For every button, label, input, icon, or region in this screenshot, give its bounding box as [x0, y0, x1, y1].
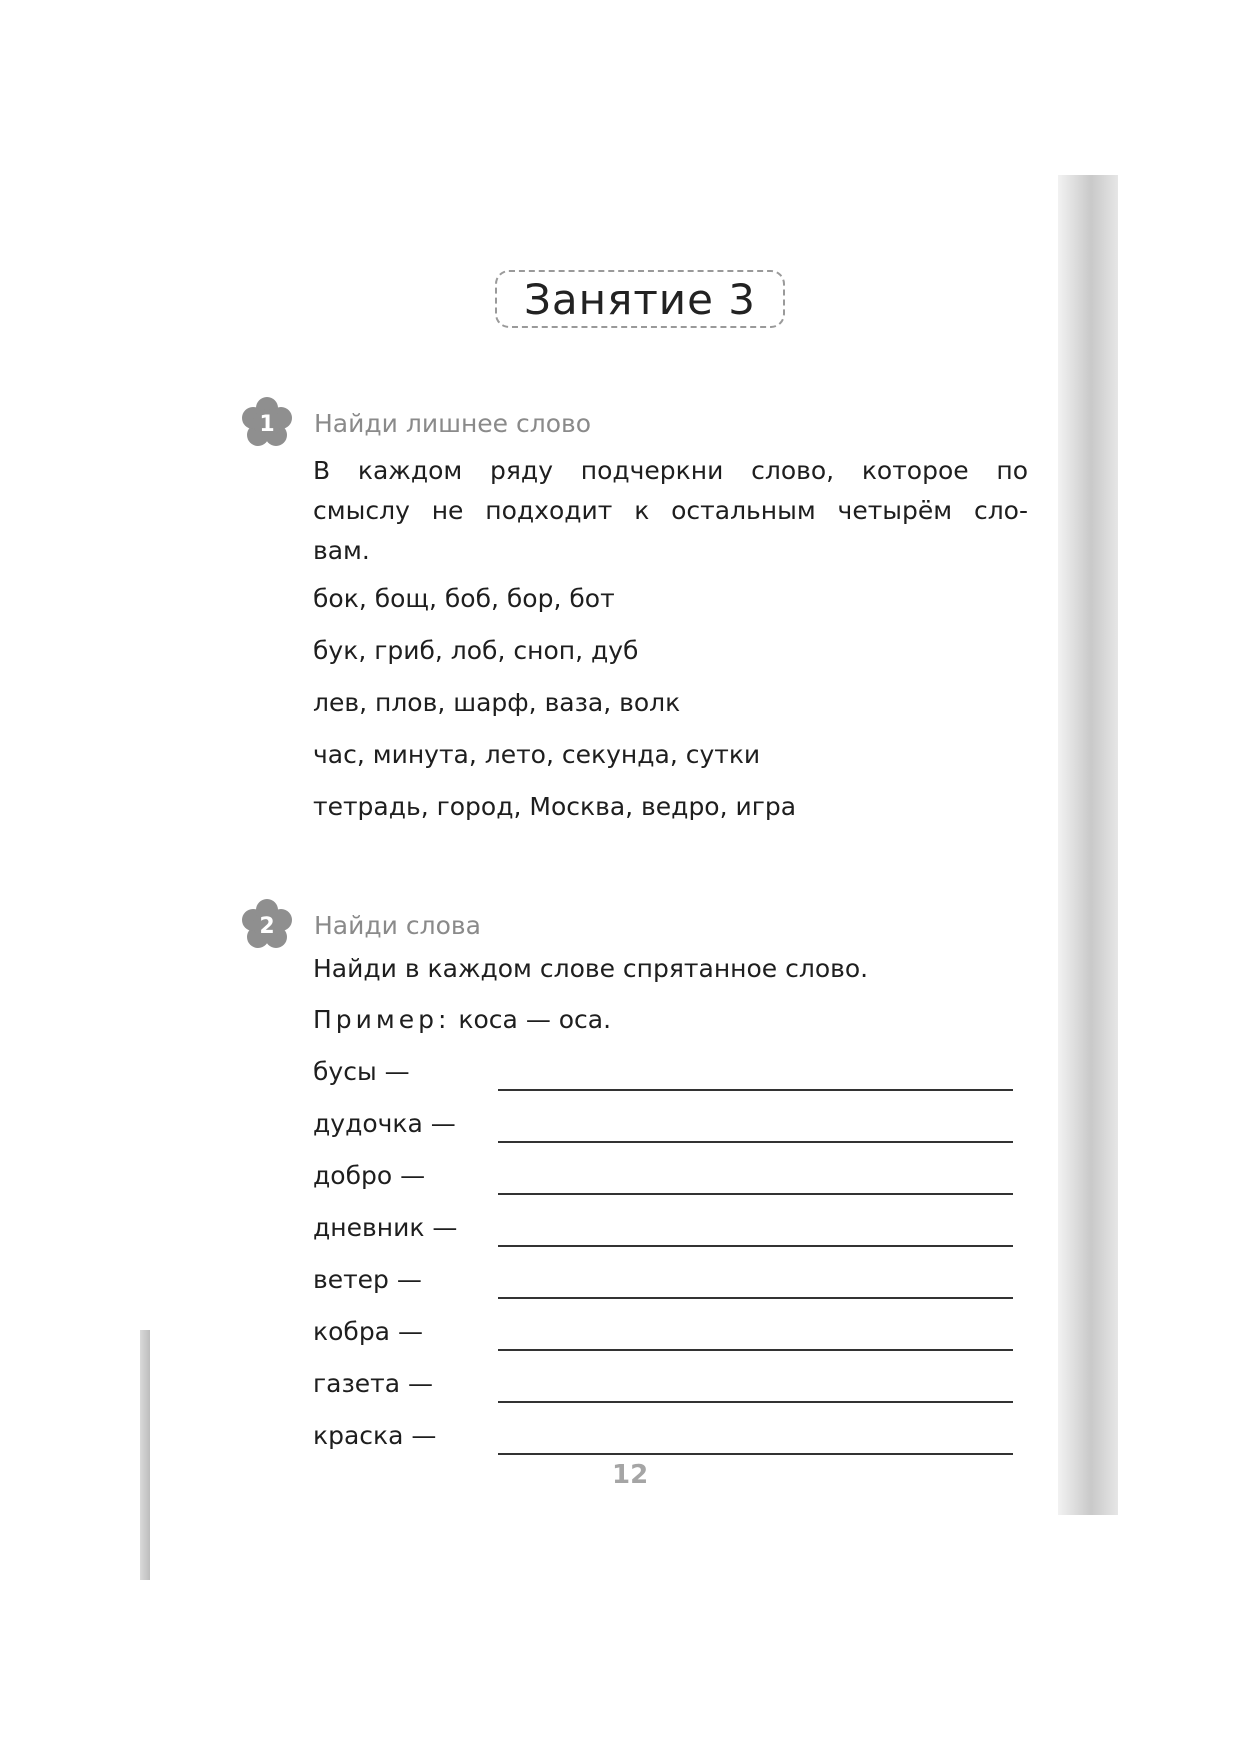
- answer-blank[interactable]: [498, 1193, 1013, 1195]
- task1-row: лев, плов, шарф, ваза, волк: [313, 688, 681, 717]
- task2-instruction: Найди в каждом слове спрятанное слово.: [313, 954, 869, 983]
- answer-blank[interactable]: [498, 1349, 1013, 1351]
- answer-word: газета —: [313, 1369, 433, 1398]
- answer-blank[interactable]: [498, 1089, 1013, 1091]
- answer-row: [313, 1161, 1013, 1195]
- answer-blank[interactable]: [498, 1297, 1013, 1299]
- answer-blank[interactable]: [498, 1401, 1013, 1403]
- task1-row: час, минута, лето, секунда, сутки: [313, 740, 761, 769]
- answer-row: [313, 1057, 1013, 1091]
- task1-instruction-line-1: В каждом ряду подчеркни слово, которое по: [313, 456, 1028, 485]
- task1-row: бук, гриб, лоб, сноп, дуб: [313, 636, 639, 665]
- task1-number: 1: [259, 412, 275, 437]
- page-number: 12: [612, 1460, 649, 1490]
- page-edge-shadow: [140, 1330, 150, 1580]
- example-label: Пример:: [313, 1005, 451, 1034]
- task2-header: [240, 898, 481, 952]
- answer-word: краска —: [313, 1421, 437, 1450]
- task2-example: [313, 1005, 611, 1034]
- answer-row: [313, 1109, 1013, 1143]
- page-gutter-shadow: [1058, 175, 1118, 1515]
- task1-row: бок, бощ, боб, бор, бот: [313, 584, 615, 613]
- answer-blank[interactable]: [498, 1245, 1013, 1247]
- answer-word: дудочка —: [313, 1109, 456, 1138]
- answer-row: [313, 1265, 1013, 1299]
- answer-word: ветер —: [313, 1265, 422, 1294]
- task1-instruction-line-2: смыслу не подходит к остальным четырём сло-: [313, 496, 1028, 525]
- answer-row: [313, 1369, 1013, 1403]
- answer-row: [313, 1421, 1013, 1455]
- example-text: коса — оса.: [458, 1005, 612, 1034]
- lesson-title-box: [495, 270, 785, 328]
- flower-icon: [240, 898, 294, 952]
- lesson-title: Занятие 3: [523, 274, 757, 324]
- task1-instruction-line-3: вам.: [313, 536, 370, 565]
- task1-title: Найди лишнее слово: [314, 408, 592, 438]
- flower-icon: [240, 396, 294, 450]
- task2-title: Найди слова: [314, 910, 481, 940]
- answer-row: [313, 1213, 1013, 1247]
- task1-header: [240, 396, 591, 450]
- answer-row: [313, 1317, 1013, 1351]
- answer-blank[interactable]: [498, 1141, 1013, 1143]
- task2-number: 2: [259, 914, 275, 939]
- answer-word: дневник —: [313, 1213, 458, 1242]
- answer-word: добро —: [313, 1161, 426, 1190]
- answer-blank[interactable]: [498, 1453, 1013, 1455]
- answer-word: кобра —: [313, 1317, 423, 1346]
- answer-word: бусы —: [313, 1057, 410, 1086]
- task1-row: тетрадь, город, Москва, ведро, игра: [313, 792, 797, 821]
